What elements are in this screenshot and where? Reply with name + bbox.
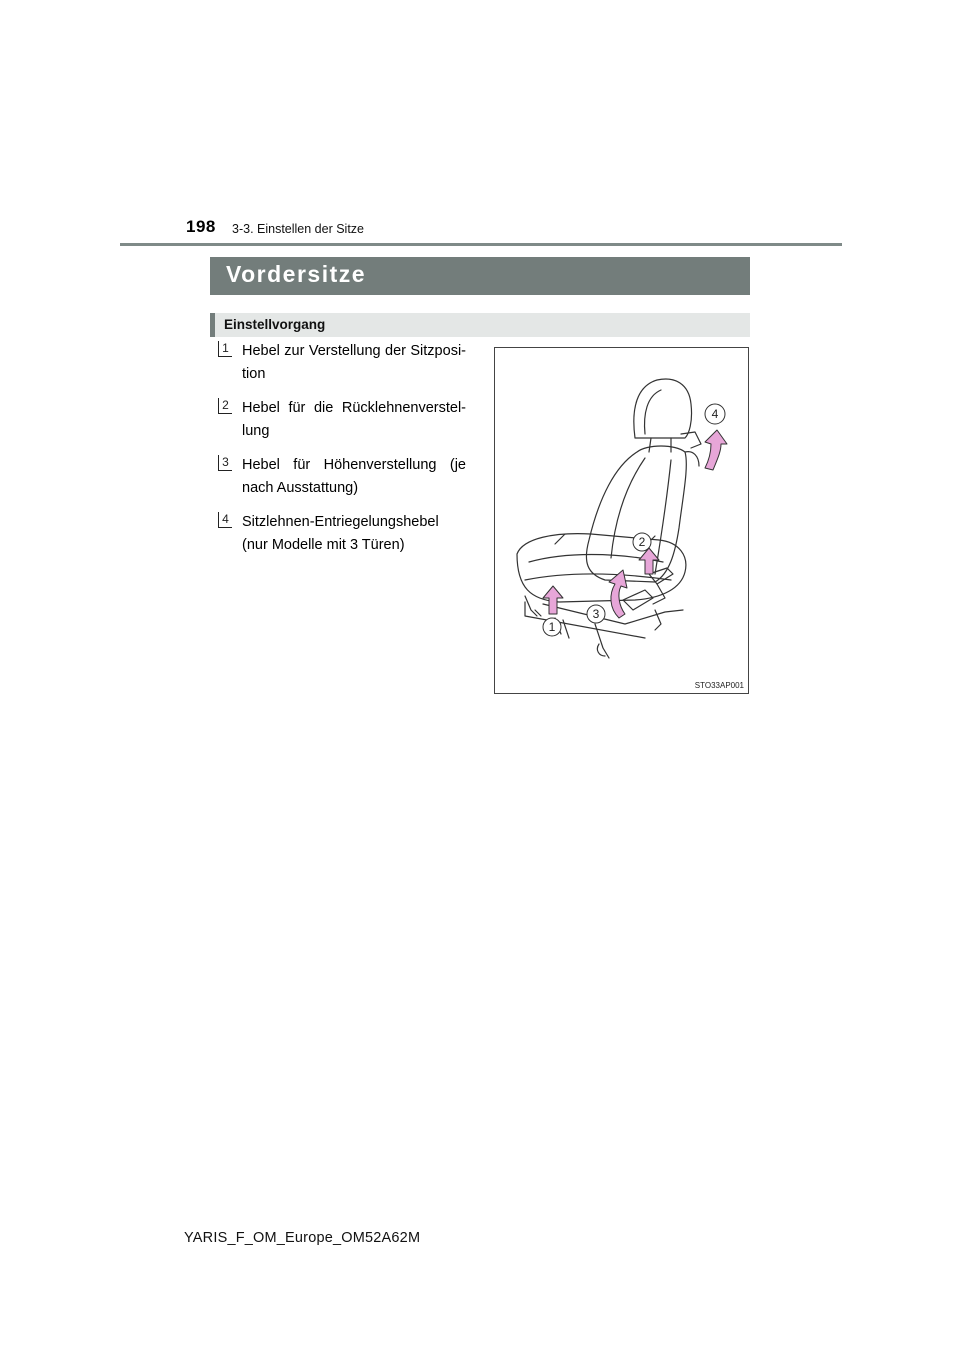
title-bar (210, 257, 750, 295)
header-divider (120, 243, 842, 246)
subheading-accent (210, 313, 215, 337)
arrow-icon-3 (609, 570, 627, 618)
list-item (218, 454, 466, 500)
list-item (218, 397, 466, 443)
item-text: Hebel für die Rücklehnenverstel-lung (242, 400, 466, 439)
item-number: 1 (218, 341, 232, 357)
backrest-outline (586, 446, 686, 582)
item-text: Sitzlehnen-Entriegelungshebel (nur Modelle mit 3 Türen) (242, 514, 439, 553)
item-text: Hebel zur Verstellung der Sitzposi-tion (242, 343, 466, 382)
headrest-outline (634, 379, 692, 438)
document-id: YARIS_F_OM_Europe_OM52A62M (184, 1230, 421, 1246)
item-number: 2 (218, 398, 232, 414)
callout-label-1: 1 (548, 620, 556, 634)
callout-label-2: 2 (638, 535, 646, 549)
item-text: Hebel für Höhenverstellung (je nach Ausstattung) (242, 457, 466, 496)
page-title: Vordersitze (226, 261, 367, 287)
seat-drawing (495, 348, 748, 693)
figure-code: STO33AP001 (694, 681, 744, 690)
subheading: Einstellvorgang (224, 317, 326, 332)
list-item (218, 340, 466, 386)
item-number: 3 (218, 455, 232, 471)
page-number: 198 (186, 217, 216, 236)
callout-label-3: 3 (592, 607, 600, 621)
arrow-icon-4 (705, 430, 727, 470)
section-breadcrumb: 3-3. Einstellen der Sitze (232, 222, 365, 236)
seat-illustration (494, 347, 749, 694)
callout-label-4: 4 (711, 407, 719, 421)
cushion-outline (517, 534, 686, 602)
instruction-list (218, 340, 466, 568)
list-item (218, 511, 466, 557)
item-number: 4 (218, 512, 232, 528)
subheading-bar (210, 313, 750, 337)
